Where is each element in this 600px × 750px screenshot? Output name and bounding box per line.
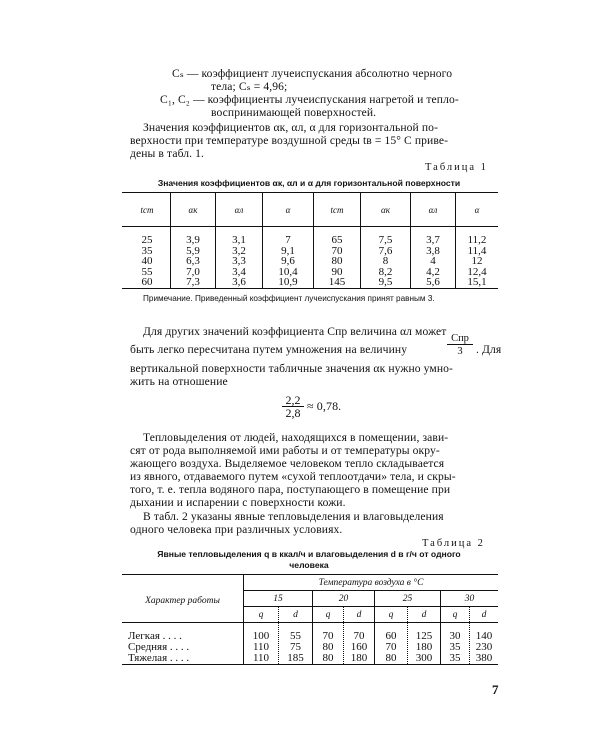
table2-sub-q: q (452, 610, 458, 620)
para3-line-4: из явного, отдаваемого путем «сухой теплоотдачи» тела, и скры- (130, 470, 456, 483)
para3-line-7: В табл. 2 указаны явные тепловыделения и влаговыделения (143, 510, 444, 523)
table1-column: 11,2 11,4 12 12,4 15,1 (467, 234, 487, 289)
table2-sub-q: q (258, 610, 264, 620)
table2-column: 70 160 180 (350, 630, 368, 664)
table1-header-ak: αк (188, 205, 198, 215)
ratio-denominator: 2,8 (285, 406, 301, 420)
table2-sub-d: d (421, 610, 427, 620)
para2-line-4: жить на отношение (130, 375, 228, 388)
definition-cs-value: тела; Cₛ = 4,96; (211, 80, 288, 93)
para2-line-2-end: . Для (476, 343, 502, 356)
table1-header-tst-2: tст (330, 205, 344, 215)
table2-sub-d: d (293, 610, 298, 620)
ratio-numerator: 2,2 (282, 394, 304, 407)
table2-sub-q: q (388, 610, 394, 620)
table2-column: 100 110 110 (252, 630, 270, 664)
table1-bottom-rule (122, 288, 498, 289)
definition-cs-line: Cₛ — коэффициент лучеиспускания абсолютно черного (172, 67, 453, 80)
table2-top-rule (122, 574, 498, 575)
table1-column: 3,9 5,9 6,3 7,0 7,3 (186, 234, 200, 289)
table2-column: 30 35 35 (449, 630, 461, 664)
table2-column: 70 80 80 (322, 630, 334, 664)
para3-line-5: того, т. е. тепла водяного пара, поступающего в помещение при (130, 483, 451, 496)
table1-header-al: αл (234, 205, 244, 215)
definition-c1c2-cont: воспринимающей поверхностей. (211, 106, 377, 119)
table1-column: 65 70 80 90 145 (328, 234, 346, 289)
para2-line-2 (130, 343, 407, 356)
table2-temp-header: Температура воздуха в °C (318, 578, 424, 588)
table2-sub-d: d (481, 610, 487, 620)
table2-row-labels: Легкая . . . . Средняя . . . . Тяжелая . . . . (128, 630, 190, 664)
table2-temp-15: 15 (273, 594, 283, 604)
table2-temp-rule (243, 590, 498, 591)
table2-sub-d: d (356, 610, 362, 620)
para2-line-2-text: быть легко пересчитана путем умножения на величину (130, 343, 408, 356)
para3-line-8: одного человека при различных условиях. (130, 523, 343, 536)
table2-row-header: Характер работы (145, 596, 220, 606)
table2-temp-20: 20 (338, 594, 349, 604)
table2-temp-25: 25 (402, 594, 413, 604)
intro-paragraph-line-1: Значения коэффициентов αк, αл, α для горизонтальной по- (143, 121, 439, 134)
table2-sub-rule (243, 606, 498, 607)
para3-line-1: Тепловыделения от людей, находящихся в помещении, зави- (143, 431, 449, 444)
table2-header-rule (122, 622, 498, 623)
table1-note: Примечание. Приведенный коэффициент лучеиспускания принят равным 3. (143, 294, 435, 303)
table2-caption-line-2: человека (289, 560, 329, 570)
table1-caption: Значения коэффициентов αк, αл и α для горизонтальной поверхности (157, 178, 461, 188)
definition-c1c2-line: C₁, C₂ — коэффициенты лучеиспускания нагретой и тепло- (160, 93, 459, 106)
table1-header-rule (122, 226, 498, 227)
page-number: 7 (492, 682, 499, 697)
table1-header-al-2: αл (428, 205, 438, 215)
table1-column: 3,7 3,8 4 4,2 5,6 (426, 234, 440, 289)
ratio-result: ≈ 0,78. (307, 399, 342, 413)
table1-top-rule (122, 192, 498, 193)
para2-line-3: вертикальной поверхности табличные значения αк нужно умно- (130, 362, 454, 375)
table2-label: Таблица 2 (422, 538, 485, 549)
table1-header-a: α (285, 205, 291, 215)
fraction-cpr-denominator: 3 (457, 346, 463, 357)
table1-label: Таблица 1 (425, 162, 488, 173)
intro-paragraph-line-2: верхности при температуре воздушной среды tв = 15° C приве- (130, 134, 449, 147)
table2-column: 55 75 185 (287, 630, 304, 664)
para3-line-2: сят от рода выполняемой ими работы и от температуры окру- (130, 444, 440, 457)
para3-line-3: жающего воздуха. Выделяемое человеком тепло складывается (130, 457, 445, 470)
intro-paragraph-line-3: дены в табл. 1. (130, 147, 205, 160)
para3-line-6: дыхании и испарении с поверхности кожи. (130, 496, 346, 509)
table1-header-tst: tст (140, 205, 154, 215)
table2-column: 140 230 380 (475, 630, 493, 664)
table1-column: 3,1 3,2 3,3 3,4 3,6 (232, 234, 246, 289)
table1-column: 7 9,1 9,6 10,4 10,9 (278, 234, 298, 289)
table2-sub-q: q (325, 610, 331, 620)
table1-column: 7,5 7,6 8 8,2 9,5 (378, 234, 393, 289)
table1-column: 25 35 40 55 60 (141, 234, 153, 289)
fraction-cpr-numerator: Cпр (447, 333, 473, 345)
table2-column: 60 70 80 (385, 630, 397, 664)
table1-header-a-2: α (474, 205, 480, 215)
table2-caption-line-1: Явные тепловыделения q в ккал/ч и влаговыделения d в г/ч от одного (157, 549, 461, 559)
table2-bottom-rule (122, 664, 498, 665)
table2-column: 125 180 300 (415, 630, 433, 664)
para2-line-1: Для других значений коэффициента Cпр величина αл может (143, 325, 447, 338)
table1-header-ak-2: αк (381, 205, 390, 215)
table2-temp-30: 30 (464, 594, 475, 604)
